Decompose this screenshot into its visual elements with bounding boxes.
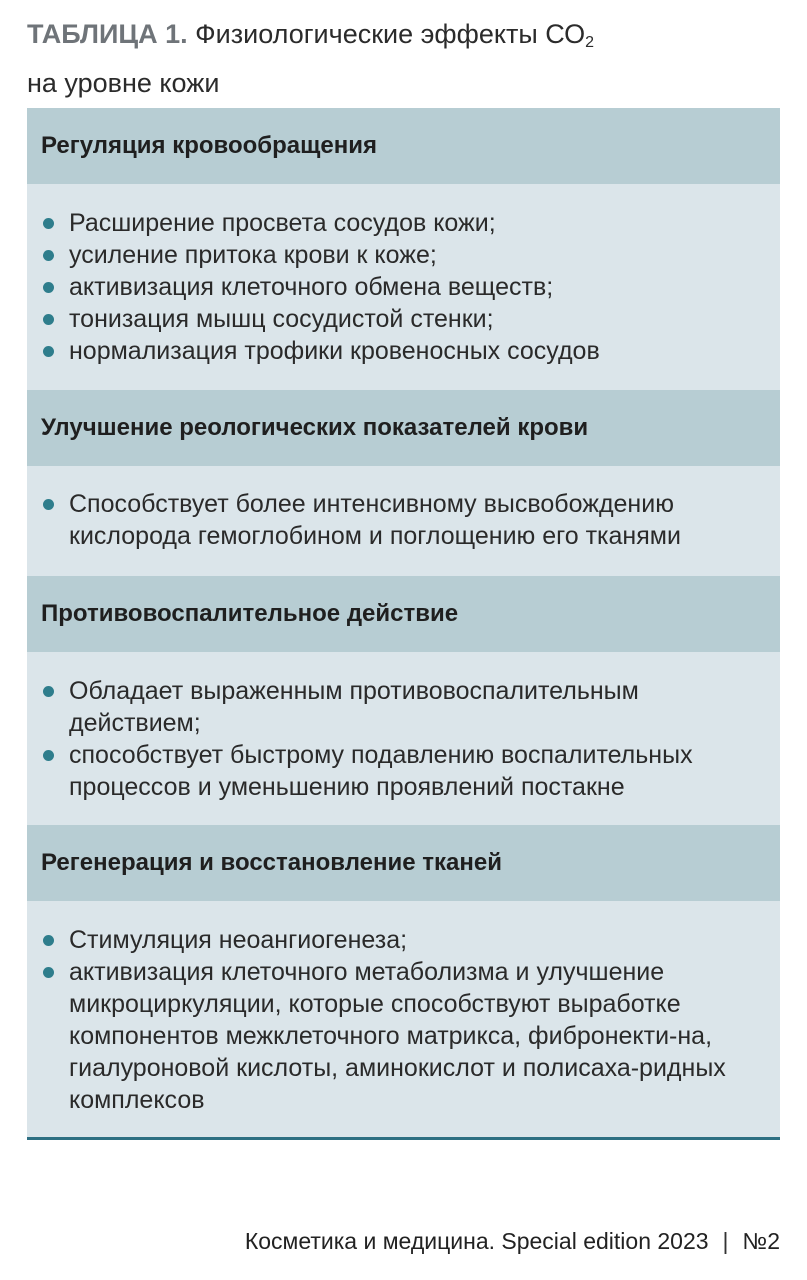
section-heading-regeneration: Регенерация и восстановление тканей [27,825,780,901]
bullet-dot-icon [43,935,54,946]
section-heading-circulation: Регуляция кровообращения [27,108,780,184]
bullet-list [41,207,766,367]
list-item-text: тонизация мышц сосудистой стенки; [69,305,494,333]
table-title-text: Физиологические эффекты СО [195,19,586,49]
section-heading-anti-inflammatory: Противовоспалительное действие [27,576,780,652]
bullet-list [41,924,766,1116]
bullet-dot-icon [43,686,54,697]
co2-subscript: 2 [585,34,595,51]
bullet-dot-icon [43,282,54,293]
page-footer [245,1228,780,1255]
bullet-list [41,675,766,803]
section-body-anti-inflammatory [27,652,780,825]
list-item-text: нормализация трофики кровеносных сосудов [69,337,600,365]
issue-number: №2 [742,1228,780,1254]
table-number-label: ТАБЛИЦА 1. [27,19,188,49]
bullet-list [41,488,766,552]
effects-table [27,108,780,1140]
list-item-text: способствует быстрому подавлению воспалительных процессов и уменьшению проявлений постакне [69,741,693,801]
bullet-dot-icon [43,346,54,357]
list-item-text: Обладает выраженным противовоспалительным действием; [69,677,639,737]
journal-name: Косметика и медицина. Special edition 2023 [244,1228,709,1254]
bullet-dot-icon [43,967,54,978]
list-item [41,335,766,367]
list-item [41,488,766,552]
table-title-line2: на уровне кожи [27,68,220,98]
section-heading-rheology: Улучшение реологических показателей крови [27,390,780,466]
list-item-text: усиление притока крови к коже; [69,241,437,269]
list-item [41,956,766,1116]
list-item [41,924,766,956]
bullet-dot-icon [43,218,54,229]
section-body-regeneration [27,901,780,1137]
bullet-dot-icon [43,750,54,761]
list-item-text: активизация клеточного обмена веществ; [69,273,554,301]
list-item [41,239,766,271]
bullet-dot-icon [43,499,54,510]
bullet-dot-icon [43,250,54,261]
list-item-text: Стимуляция неоангиогенеза; [69,926,408,954]
list-item-text: Расширение просвета сосудов кожи; [69,209,496,237]
section-body-rheology [27,466,780,576]
bullet-dot-icon [43,314,54,325]
list-item [41,207,766,239]
list-item [41,271,766,303]
list-item [41,739,766,803]
section-body-circulation [27,184,780,390]
list-item-text: Способствует более интенсивному высвобождению кислорода гемоглобином и поглощению его тканями [69,490,681,550]
list-item [41,675,766,739]
footer-separator: | [722,1228,729,1254]
table-title [27,14,767,103]
list-item [41,303,766,335]
list-item-text: активизация клеточного метаболизма и улучшение микроциркуляции, которые способствуют выработке компонентов межклеточного матрикса, фибронекти-на, гиалуроновой кислоты, аминокислот и полисаха-ридных комплексов [69,958,726,1114]
